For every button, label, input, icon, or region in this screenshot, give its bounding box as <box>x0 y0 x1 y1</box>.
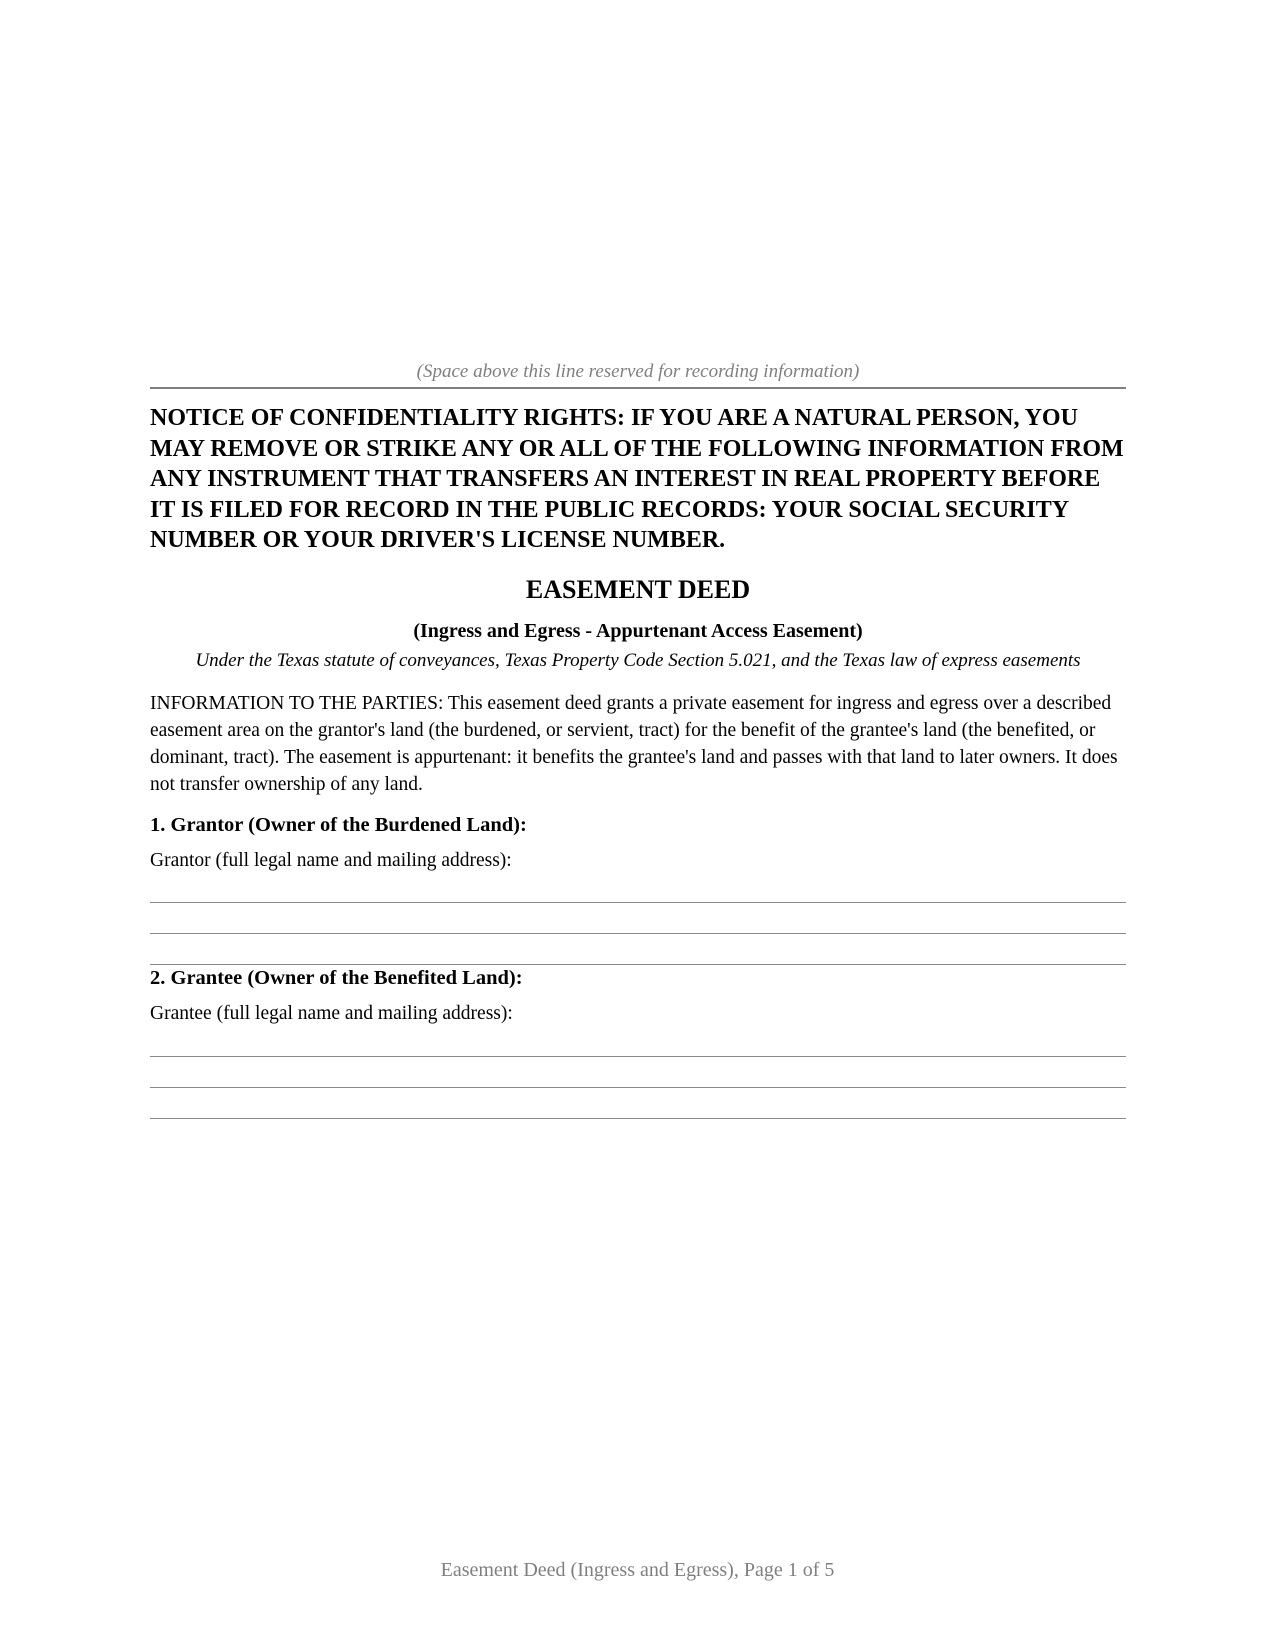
grantor-blank-lines <box>150 902 1126 965</box>
grantee-field-label: Grantee (full legal name and mailing address): <box>150 1002 513 1024</box>
page-content <box>150 360 1126 1119</box>
grantee-blank-lines <box>150 1056 1126 1119</box>
document-title: EASEMENT DEED <box>525 574 751 604</box>
grantee-line-1[interactable] <box>150 1056 1126 1057</box>
grantor-field-label: Grantor (full legal name and mailing address): <box>150 849 512 871</box>
grantor-section-heading: 1. Grantor (Owner of the Burdened Land): <box>150 813 527 836</box>
page-footer: Easement Deed (Ingress and Egress), Page 1 of 5 <box>440 1559 835 1581</box>
document-subtitle: (Ingress and Egress - Appurtenant Access Easement) <box>413 619 863 642</box>
grantee-line-2[interactable] <box>150 1087 1126 1088</box>
grantor-line-2[interactable] <box>150 933 1126 934</box>
grantee-line-3[interactable] <box>150 1118 1126 1119</box>
grantor-line-1[interactable] <box>150 902 1126 903</box>
grantee-section-heading: 2. Grantee (Owner of the Benefited Land): <box>150 966 523 989</box>
recording-space-note: (Space above this line reserved for recording information) <box>150 360 1126 389</box>
statute-reference: Under the Texas statute of conveyances, Texas Property Code Section 5.021, and the Texas law of express easements <box>195 649 1081 671</box>
information-to-parties: INFORMATION TO THE PARTIES: This easement deed grants a private easement for ingress and egress over a described easement area on the grantor's land (the burdened, or servient, tract) for the benefit of the grantee's land (the benefited, or dominant, tract). The easement is appurtenant: it benefits the grantee's land and passes with that land to later owners. It does not transfer ownership of any land. <box>150 692 1118 795</box>
confidentiality-notice: NOTICE OF CONFIDENTIALITY RIGHTS: IF YOU ARE A NATURAL PERSON, YOU MAY REMOVE OR STRIKE ANY OR ALL OF THE FOLLOWING INFORMATION FROM ANY INSTRUMENT THAT TRANSFERS AN INTEREST IN REAL PROPERTY BEFORE IT IS FILED FOR RECORD IN THE PUBLIC RECORDS: YOUR SOCIAL SECURITY NUMBER OR YOUR DRIVER'S LICENSE NUMBER. <box>150 405 1124 553</box>
